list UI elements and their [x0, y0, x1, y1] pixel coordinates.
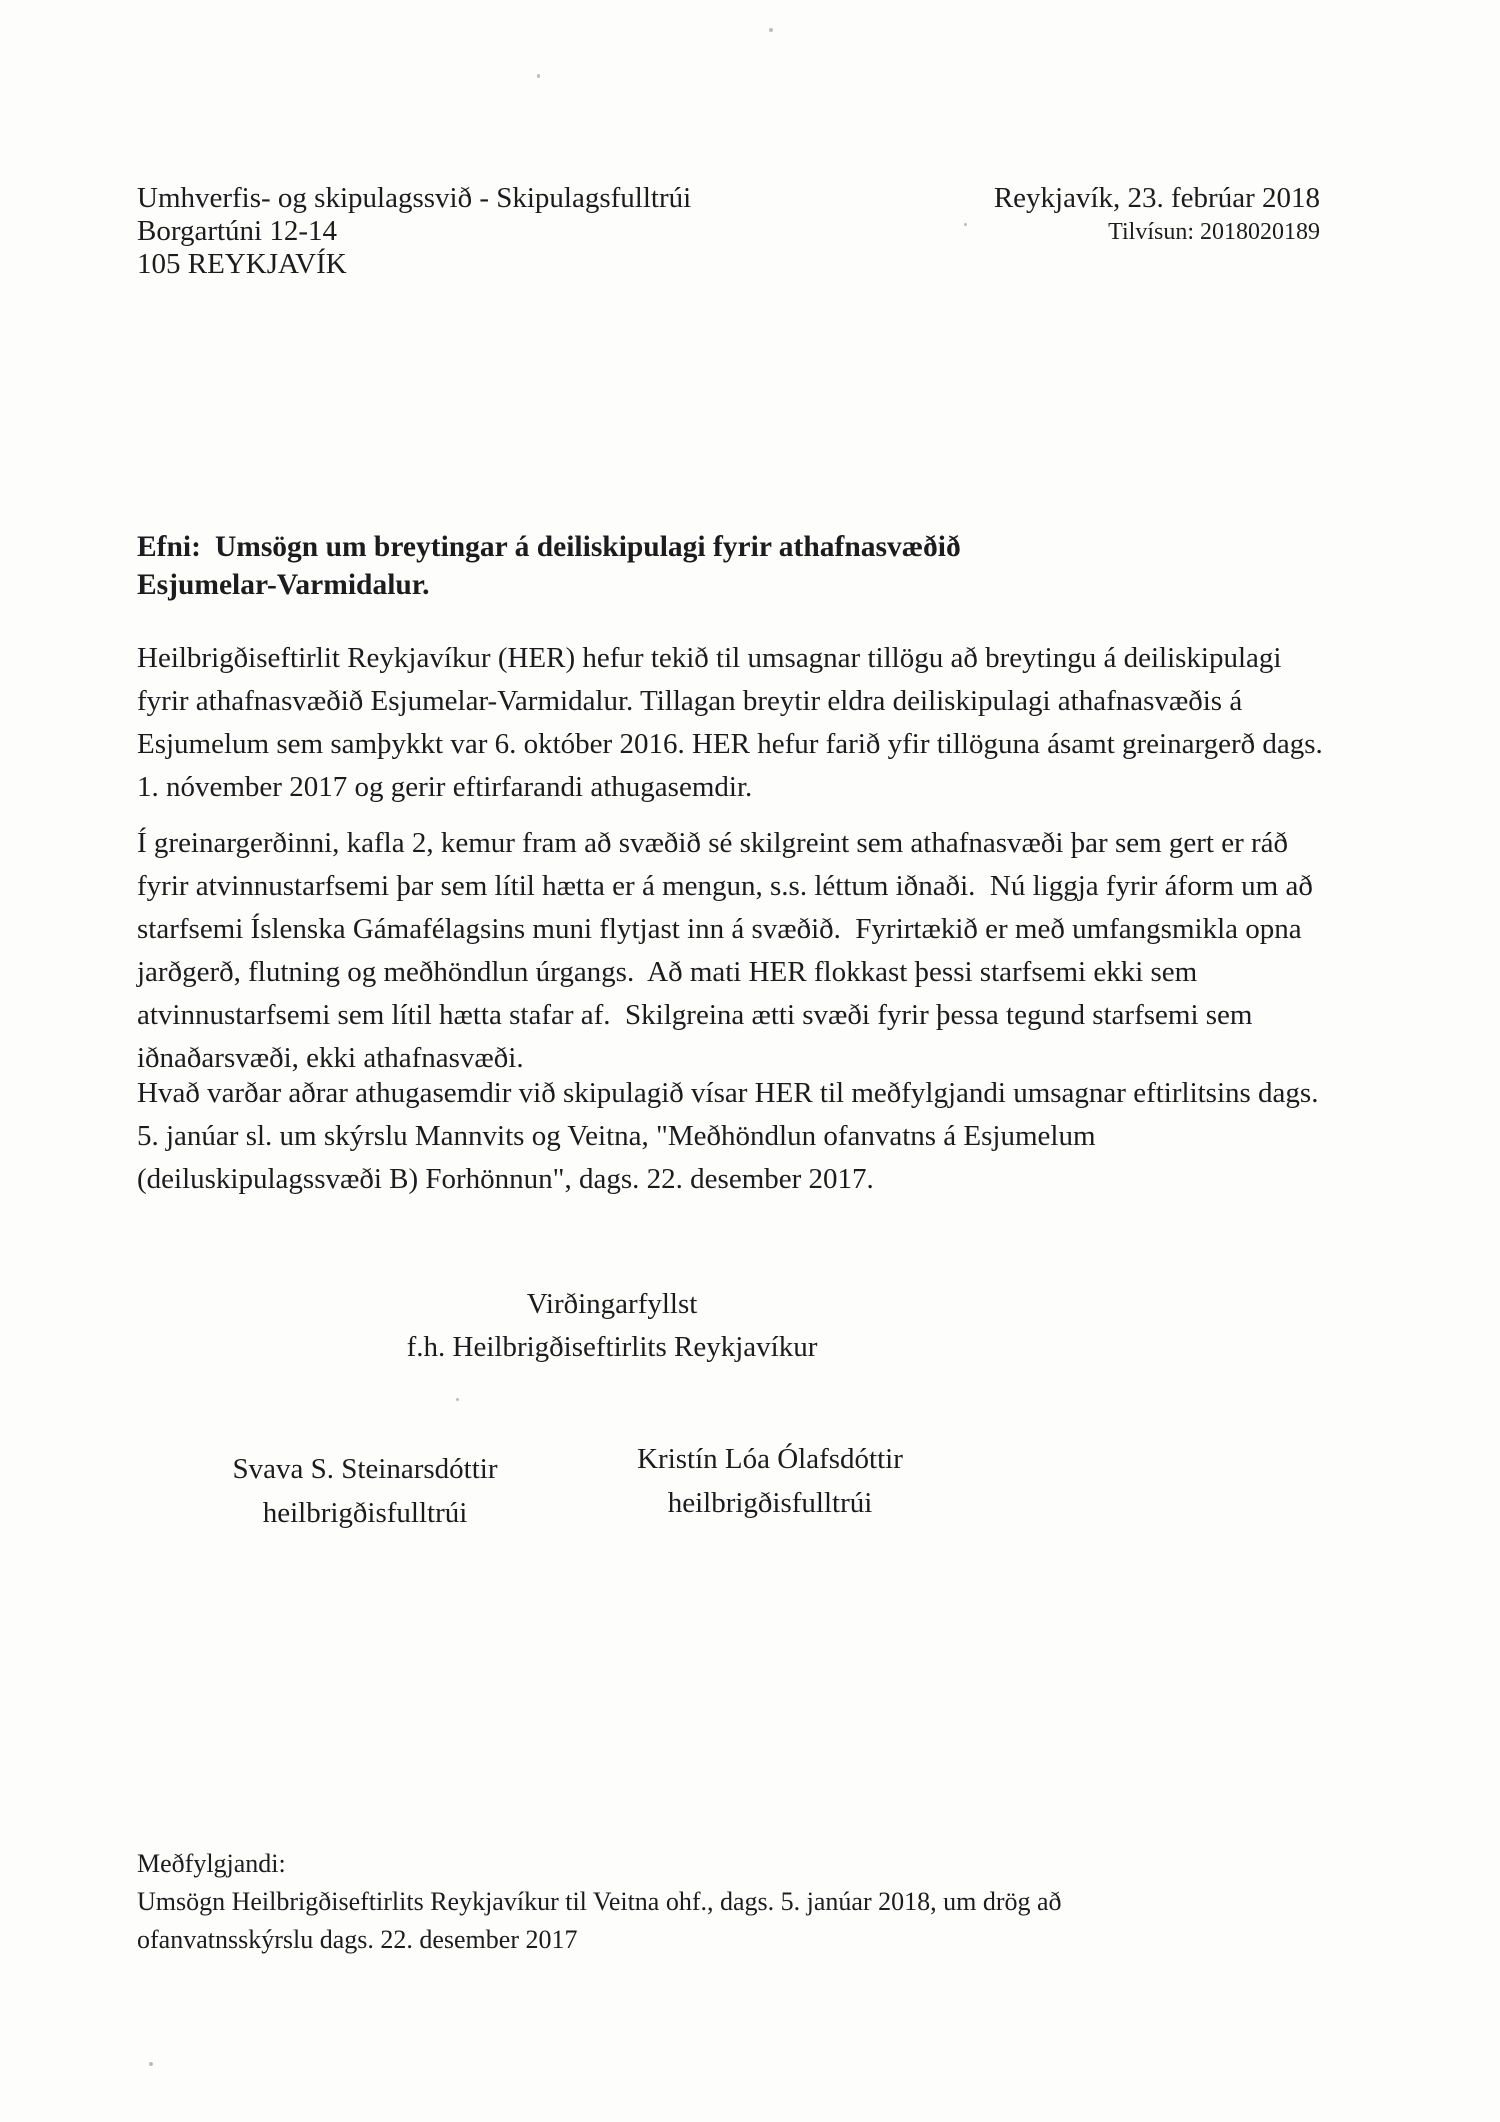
sender-department: Umhverfis- og skipulagssvið - Skipulagsfulltrúi	[137, 182, 692, 214]
closing-on-behalf: f.h. Heilbrigðiseftirlits Reykjavíkur	[406, 1331, 818, 1363]
dateline-block	[700, 182, 1320, 247]
signature-title: heilbrigðisfulltrúi	[262, 1497, 468, 1529]
sender-street: Borgartúni 12-14	[137, 215, 338, 247]
signature-name: Kristín Lóa Ólafsdóttir	[637, 1443, 903, 1475]
sender-block	[137, 182, 691, 281]
scan-speck	[537, 74, 540, 78]
scan-speck	[964, 223, 967, 226]
signature-left	[195, 1447, 535, 1535]
body-paragraph-1: Heilbrigðiseftirlit Reykjavíkur (HER) hefur tekið til umsagnar tillögu að breytingu á deiliskipulagi fyrir athafnasvæðið Esjumelar-Varmidalur. Tillagan breytir eldra deiliskipulagi athafnasvæðis á Esjumelum sem samþykkt var 6. október 2016. HER hefur farið yfir tillöguna ásamt greinargerð dags. 1. nóvember 2017 og gerir eftirfarandi athugasemdir.	[137, 642, 1331, 803]
subject-label: Efni:	[137, 531, 201, 563]
signature-title: heilbrigðisfulltrúi	[667, 1487, 873, 1519]
body-paragraph-3: Hvað varðar aðrar athugasemdir við skipulagið vísar HER til meðfylgjandi umsagnar eftirlitsins dags. 5. janúar sl. um skýrslu Mannvits og Veitna, "Meðhöndlun ofanvatns á Esjumelum (deiluskipulagssvæði B) Forhönnun", dags. 22. desember 2017.	[137, 1077, 1326, 1195]
attachments-block	[137, 1845, 1112, 1959]
subject-line	[137, 528, 1057, 604]
signature-name: Svava S. Steinarsdóttir	[232, 1453, 498, 1485]
scan-speck	[149, 2062, 153, 2066]
reference-number: Tilvísun: 2018020189	[1108, 219, 1320, 245]
closing-salutation: Virðingarfyllst	[526, 1288, 698, 1320]
attachments-text: Umsögn Heilbrigðiseftirlits Reykjavíkur til Veitna ohf., dags. 5. janúar 2018, um drög að ofanvatnsskýrslu dags. 22. desember 2017	[137, 1887, 1062, 1954]
scan-speck	[769, 28, 773, 32]
attachments-label: Meðfylgjandi:	[137, 1849, 286, 1878]
closing-block	[137, 1283, 1087, 1369]
signature-right	[600, 1437, 940, 1525]
place-and-date: Reykjavík, 23. febrúar 2018	[993, 182, 1320, 214]
scan-speck	[456, 1398, 459, 1401]
sender-city: 105 REYKJAVÍK	[137, 248, 347, 280]
body-paragraph-2: Í greinargerðinni, kafla 2, kemur fram að svæðið sé skilgreint sem athafnasvæði þar sem gert er ráð fyrir atvinnustarfsemi þar sem lítil hætta er á mengun, s.s. léttum iðnaði. Nú liggja fyrir áform um að starfsemi Íslenska Gámafélagsins muni flytjast inn á svæðið. Fyrirtækið er með umfangsmikla opna jarðgerð, flutning og meðhöndlun úrgangs. Að mati HER flokkast þessi starfsemi ekki sem atvinnustarfsemi sem lítil hætta stafar af. Skilgreina ætti svæði fyrir þessa tegund starfsemi sem iðnaðarsvæði, ekki athafnasvæði.	[137, 827, 1321, 1074]
subject-text: Umsögn um breytingar á deiliskipulagi fyrir athafnasvæðið Esjumelar-Varmidalur.	[137, 531, 961, 601]
